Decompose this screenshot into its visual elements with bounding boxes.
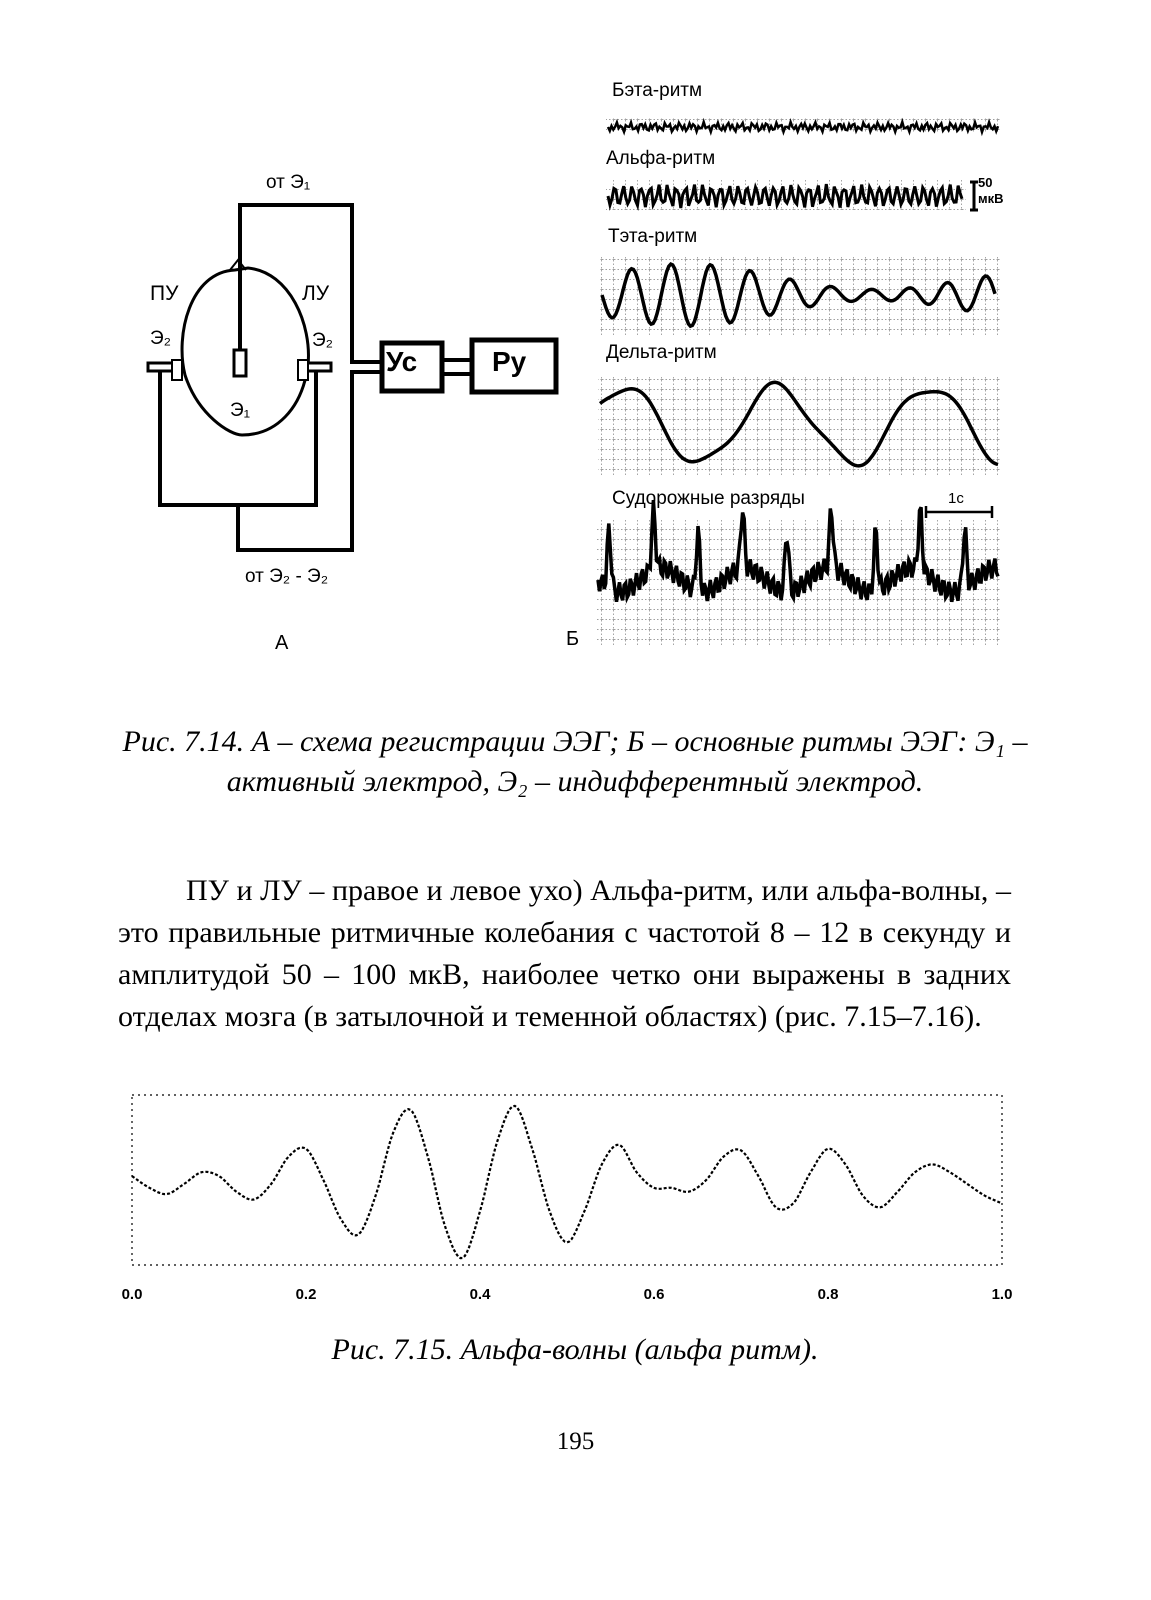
x-tick-label: 0.2: [295, 1286, 317, 1303]
x-tick-label: 0.0: [121, 1286, 143, 1303]
x-tick-label: 1.0: [991, 1286, 1013, 1303]
alpha-wave-chart: [110, 1085, 1030, 1315]
time-scale-bar: [926, 506, 992, 518]
page-number: 195: [556, 1428, 595, 1455]
label-alpha: Альфа-ритм: [606, 148, 716, 169]
eeg-registration-schema: [130, 160, 570, 670]
label-right-ear: ПУ: [150, 282, 179, 305]
label-e2-left: Э₂: [312, 330, 334, 351]
label-e1: Э₁: [230, 400, 251, 421]
paragraph-text: ПУ и ЛУ – правое и левое ухо) Альфа-ритм, или альфа-волны, – это правильные ритмичные колебания с частотой 8 – 12 в секунду и амплитудой 50 – 100 мкВ, наиболее четко они выражены в задних отделах мозга (в затылочной и теменной областях) (рис. 7.15–7.16).: [118, 874, 1011, 1033]
x-tick-label: 0.6: [643, 1286, 665, 1303]
wire-from-e2-e2: [238, 372, 382, 550]
chart-frame: [132, 1095, 1002, 1265]
eeg-rhythm-traces: [590, 100, 1010, 650]
label-e2-right: Э₂: [150, 328, 172, 349]
x-tick-labels: [122, 1286, 1013, 1303]
label-left-ear: ЛУ: [302, 282, 330, 305]
x-tick-label: 0.8: [817, 1286, 839, 1303]
body-paragraph: [118, 870, 1011, 1038]
panel-label-b: Б: [566, 628, 580, 650]
figure-7-15-caption: Рис. 7.15. Альфа-волны (альфа ритм).: [331, 1333, 819, 1366]
amplitude-scale-bar: [970, 182, 978, 210]
label-seizure: Судорожные разряды: [612, 488, 805, 509]
label-theta: Тэта-ритм: [608, 226, 698, 247]
label-from-e2-e2: от Э₂ - Э₂: [245, 566, 329, 587]
left-ear: [298, 360, 308, 380]
recorder-label: Ру: [492, 346, 527, 377]
label-beta: Бэта-ритм: [612, 80, 703, 101]
label-from-e1: от Э₁: [266, 172, 311, 193]
amplifier-label: Ус: [386, 346, 418, 377]
wire-ear-electrodes: [160, 370, 316, 505]
delta-grid: [598, 375, 1000, 475]
scale-amplitude-value: 50: [978, 175, 993, 190]
x-tick-label: 0.4: [469, 1286, 491, 1303]
amp-recorder-link: [442, 360, 472, 374]
label-delta: Дельта-ритм: [606, 342, 717, 363]
figure-7-14-caption: Рис. 7.14. А – схема регистрации ЭЭГ; Б – основные ритмы ЭЭГ: Э₁ – активный электрод, Э₂ – индифферентный электрод.: [122, 725, 1028, 798]
right-ear: [172, 360, 182, 380]
scale-amplitude-unit: мкВ: [978, 191, 1004, 206]
panel-label-a: А: [275, 632, 289, 654]
scale-time: 1с: [948, 490, 964, 507]
active-electrode: [234, 350, 246, 376]
alpha-series-line: [132, 1106, 1002, 1258]
